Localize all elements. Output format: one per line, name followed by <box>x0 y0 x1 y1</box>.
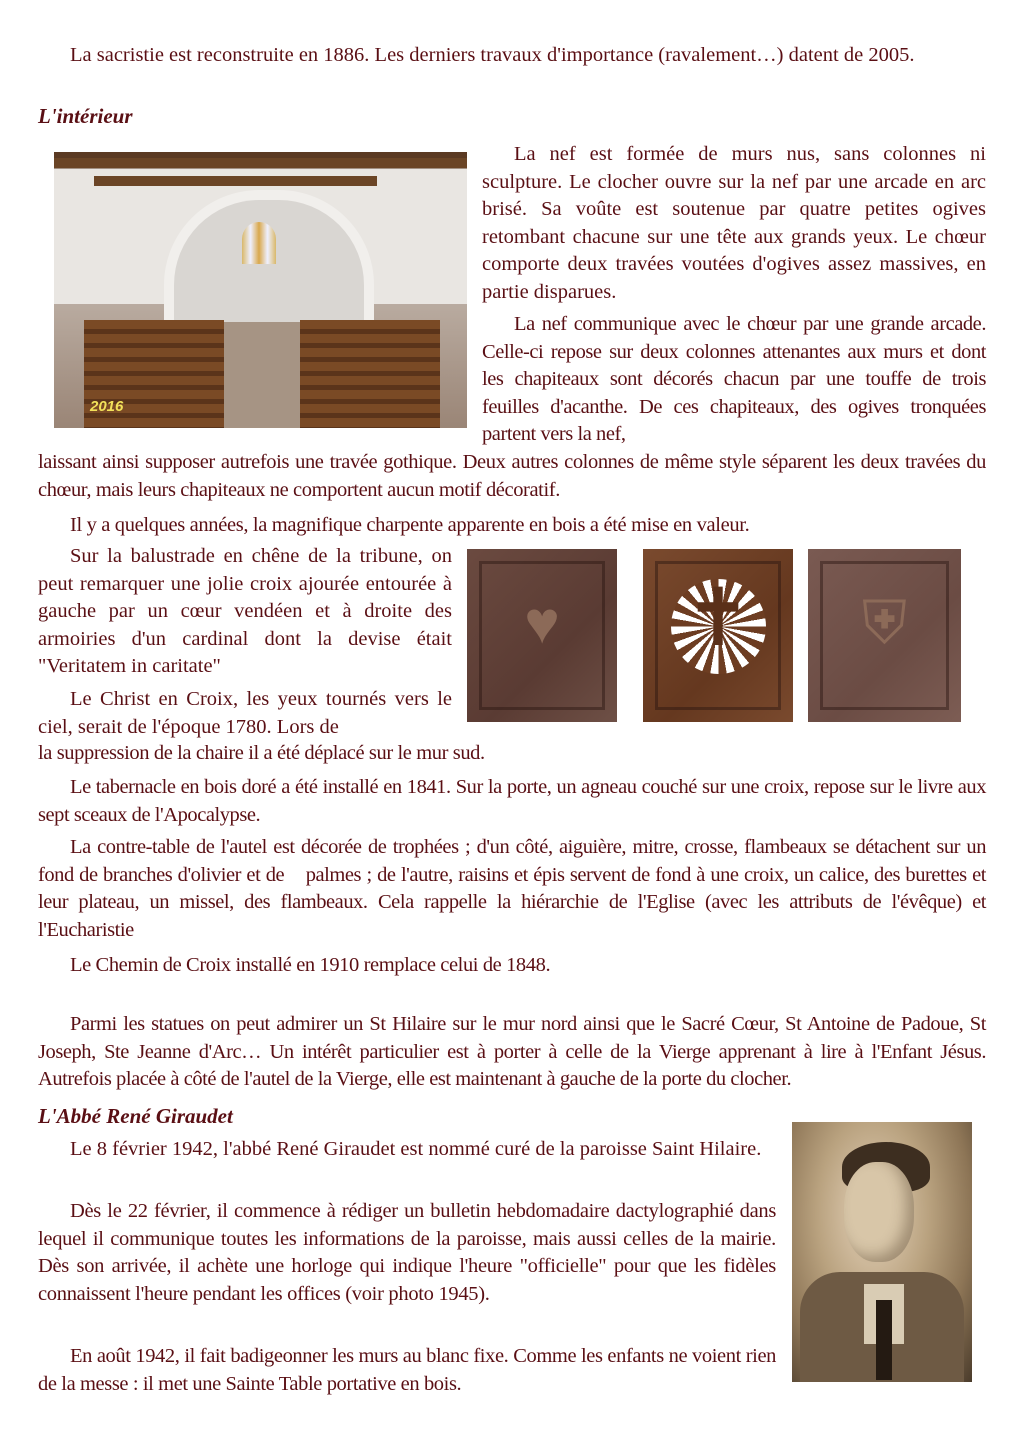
roof-beam <box>54 158 467 168</box>
paragraph-charpente: Il y a quelques années, la magnifique charpente apparente en bois a été mise en valeur. <box>70 514 750 536</box>
paragraph-tabernacle: Le tabernacle en bois doré a été installé en 1841. Sur la porte, un agneau couché sur une croix, repose sur le livre aux sept sceaux de l'Apocalypse. <box>38 776 986 826</box>
paragraph-balustrade: Sur la balustrade en chêne de la tribune, on peut remarquer une jolie croix ajourée entourée à gauche par un cœur vendéen et à droite des armoiries d'un cardinal dont la devise était "Veritatem in caritate" <box>38 545 452 677</box>
paragraph-abbe-nomination: Le 8 février 1942, l'abbé René Giraudet est nommé curé de la paroisse Saint Hilaire. <box>70 1138 762 1160</box>
roof-beam <box>94 176 377 186</box>
paragraph-sacristie: La sacristie est reconstruite en 1886. Les derniers travaux d'importance (ravalement…) datent de 2005. <box>70 44 915 66</box>
paragraph-statues: Parmi les statues on peut admirer un St Hilaire sur le mur nord ainsi que le Sacré Cœur, St Antoine de Padoue, St Joseph, Ste Jeanne d'Arc… Un intérêt particulier est à porter à celle de la Vierge apprenant à lire à l'Enfant Jésus. Autrefois placée à côté de l'autel de la Vierge, elle est maintenant à gauche de la porte du clocher. <box>38 1013 986 1090</box>
coat-of-arms-icon: ⛨ <box>862 590 907 656</box>
face <box>844 1162 914 1262</box>
paragraph-choeur-part1: La nef communique avec le chœur par une grande arcade. Celle-ci repose sur deux colonnes attenantes aux murs et dont les chapiteaux sont décorés chacun par une touffe de trois feuilles d'acanthe. De ces chapiteaux, des ogives tronquées partent vers la nef, <box>482 313 986 445</box>
carving-coeur-vendeen-photo <box>467 549 617 722</box>
heading-abbe-giraudet: L'Abbé René Giraudet <box>38 1104 233 1128</box>
paragraph-chemin-de-croix: Le Chemin de Croix installé en 1910 remplace celui de 1848. <box>70 954 551 976</box>
carving-armoiries-cardinal-photo <box>808 549 961 722</box>
cross-icon: ✝ <box>684 575 752 663</box>
heading-interieur: L'intérieur <box>38 104 133 128</box>
tie <box>876 1300 892 1380</box>
carving-croix-ajouree-photo <box>643 549 793 722</box>
abbe-giraudet-portrait-photo <box>792 1122 972 1382</box>
church-interior-photo <box>54 152 467 428</box>
sacred-heart-icon: ♥ <box>524 590 560 656</box>
paragraph-abbe-bulletin: Dès le 22 février, il commence à rédiger un bulletin hebdomadaire dactylographié dans lequel il communique toutes les informations de la paroisse, mais aussi celles de la mairie. Dès son arrivée, il achète une horloge qui indique l'heure "officielle" pour que les fidèles connaissent l'heure pendant les offices (voir photo 1945). <box>38 1200 776 1305</box>
paragraph-contre-table: La contre-table de l'autel est décorée de trophées ; d'un côté, aiguière, mitre, crosse, flambeaux se détachent sur un fond de branches d'olivier et de palmes ; de l'autre, raisins et épis servent de fond à une croix, un calice, des burettes et leur plateau, un missel, des flambeaux. Cela rappelle la hiérarchie de l'Eglise (avec les attributs de l'évêque) et l'Eucharistie <box>38 836 991 941</box>
photo-year-caption: 2016 <box>90 398 124 415</box>
stained-glass-window <box>242 222 276 264</box>
paragraph-abbe-badigeon: En août 1942, il fait badigeonner les murs au blanc fixe. Comme les enfants ne voient rien de la messe : il met une Sainte Table portative en bois. <box>38 1345 776 1395</box>
paragraph-choeur-part2: laissant ainsi supposer autrefois une travée gothique. Deux autres colonnes de même style séparent les deux travées du chœur, mais leurs chapiteaux ne comportent aucun motif décoratif. <box>38 451 986 501</box>
pews-right <box>300 320 440 428</box>
paragraph-christ-part2: la suppression de la chaire il a été déplacé sur le mur sud. <box>38 742 485 764</box>
aisle <box>222 322 302 428</box>
paragraph-christ-part1: Le Christ en Croix, les yeux tournés vers le ciel, serait de l'époque 1780. Lors de <box>38 688 452 738</box>
paragraph-nef: La nef est formée de murs nus, sans colonnes ni sculpture. Le clocher ouvre sur la nef par une arcade en arc brisé. Sa voûte est soutenue par quatre petites ogives retombant chacune sur une tête aux grands yeux. Le chœur comporte deux travées voutées d'ogives assez massives, en partie disparues. <box>482 143 986 303</box>
